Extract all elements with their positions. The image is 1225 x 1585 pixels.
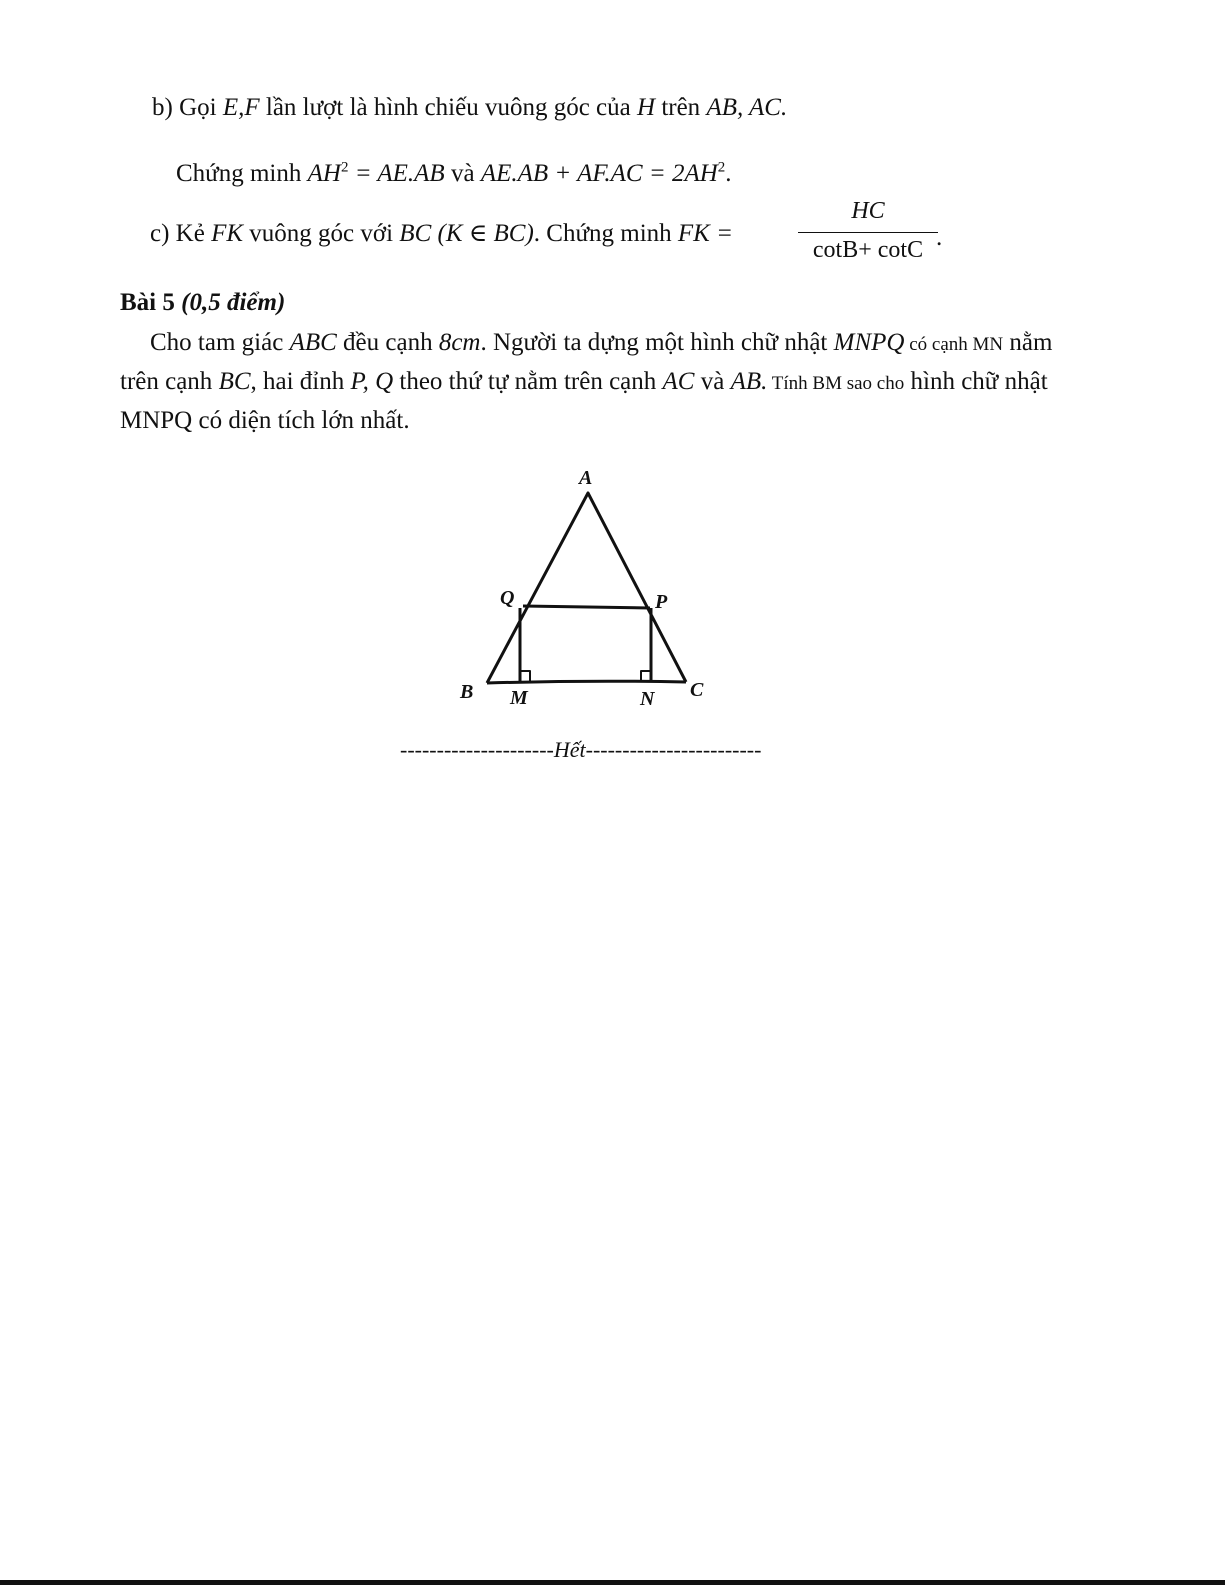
prove-ah: AH (307, 160, 341, 187)
bai5-heading (120, 287, 285, 319)
fraction-denominator: cotB+ cotC (812, 237, 924, 263)
side-bc (487, 681, 686, 683)
problem-side: 8cm (438, 329, 481, 356)
problem-pq: P, Q (350, 368, 394, 395)
label-q: Q (500, 587, 515, 609)
part-b-ef: E,F (222, 94, 260, 121)
part-c-text: vuông góc với (243, 220, 400, 247)
part-b-h: H (637, 94, 656, 121)
part-c-fk-eq: FK = (677, 220, 733, 247)
end-dashes-left: --------------------- (400, 737, 554, 762)
part-c-fk: FK (211, 220, 244, 247)
problem-ab: AB. (730, 368, 768, 395)
fraction-bar (798, 232, 938, 233)
prove-square: 2 (340, 159, 349, 176)
label-a: A (579, 467, 593, 489)
part-b-line (152, 92, 787, 124)
problem-mnpq: MNPQ (833, 329, 905, 356)
problem-t8: và (694, 368, 731, 395)
part-b-abac: AB, AC. (706, 94, 788, 121)
triangle-figure (450, 460, 750, 720)
part-c-text-2: . Chứng minh (533, 220, 678, 247)
problem-t2: đều cạnh (336, 329, 439, 356)
bai5-points: (0,5 điểm) (181, 289, 286, 316)
problem-text (120, 324, 1095, 439)
prove-square-2: 2 (717, 159, 726, 176)
prove-va: và (444, 160, 481, 187)
part-c-line (150, 218, 733, 250)
problem-t5: nằm trên cạnh (120, 329, 1053, 395)
fraction-period: . (936, 224, 943, 251)
problem-bc: BC (218, 368, 251, 395)
label-n: N (640, 688, 655, 710)
bottom-border (0, 1580, 1225, 1585)
prove-eq2: AE.AB + AF.AC = 2AH (480, 160, 718, 187)
part-b-prefix: b) Gọi (152, 94, 223, 121)
problem-abc: ABC (289, 329, 337, 356)
problem-ac: AC (662, 368, 695, 395)
side-qp (523, 606, 650, 608)
problem-t7: theo thứ tự nằm trên cạnh (393, 368, 663, 395)
part-c-bc: BC (K ∈ BC) (399, 220, 534, 247)
end-marker (400, 737, 792, 763)
fraction (798, 198, 938, 264)
problem-t10: hình chữ nhật MNPQ có diện tích lớn nhất. (120, 368, 1048, 434)
bai5-title: Bài 5 (120, 289, 182, 316)
label-b: B (460, 681, 474, 703)
part-c-prefix: c) Kẻ (150, 220, 212, 247)
problem-t4: có cạnh MN (904, 334, 1004, 355)
part-b-text-2: trên (655, 94, 707, 121)
fraction-numerator: HC (851, 198, 885, 224)
problem-t1: Cho tam giác (150, 329, 290, 356)
end-dashes-right: ------------------------ (585, 737, 762, 762)
label-m: M (510, 687, 528, 709)
problem-t6: , hai đỉnh (250, 368, 351, 395)
part-b-prove-line (176, 158, 732, 190)
problem-t3: . Người ta dựng một hình chữ nhật (480, 329, 834, 356)
triangle-sides (487, 493, 686, 683)
prove-end: . (725, 160, 732, 187)
prove-eq1: = AE.AB (348, 160, 445, 187)
label-p: P (655, 591, 668, 613)
part-b-text: lần lượt là hình chiếu vuông góc của (259, 94, 637, 121)
problem-t9: Tính BM sao cho (767, 373, 905, 394)
end-word: Hết (553, 737, 586, 762)
prove-prefix: Chứng minh (176, 160, 308, 187)
label-c: C (690, 679, 704, 701)
